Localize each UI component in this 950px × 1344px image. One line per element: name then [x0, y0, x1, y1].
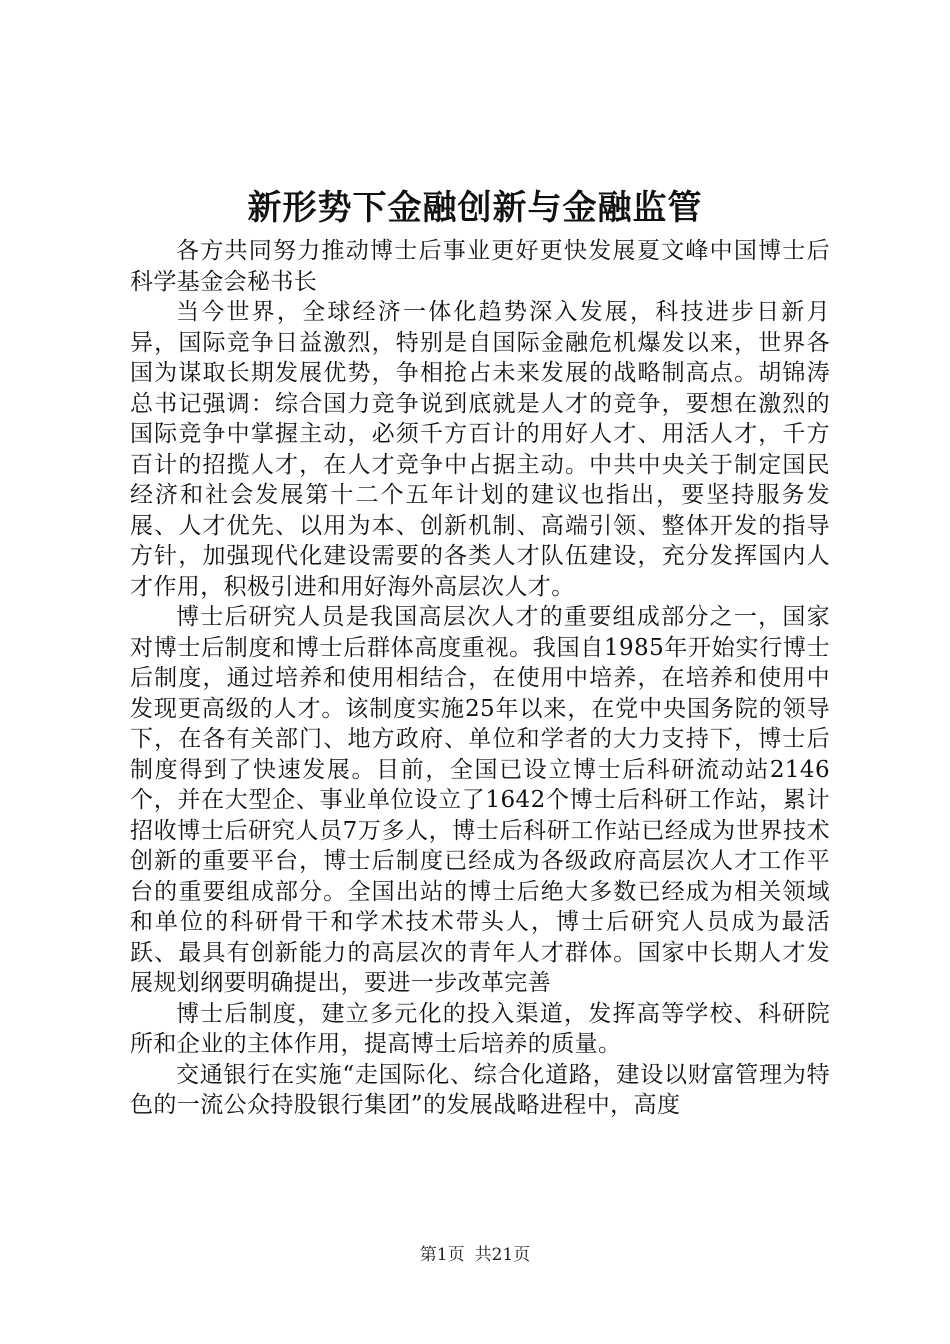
page-footer — [0, 1244, 950, 1266]
paragraph-3: 博士后研究人员是我国高层次人才的重要组成部分之一，国家对博士后制度和博士后群体高度重视。我国自1985年开始实行博士后制度，通过培养和使用相结合，在使用中培养，在培养和使用中发现更高级的人才。该制度实施25年以来，在党中央国务院的领导下，在各有关部门、地方政府、单位和学者的大力支持下，博士后制度得到了快速发展。目前，全国已设立博士后科研流动站2146个，并在大型企、事业单位设立了1642个博士后科研工作站，累计招收博士后研究人员7万多人，博士后科研工作站已经成为世界技术创新的重要平台，博士后制度已经成为各级政府高层次人才工作平台的重要组成部分。全国出站的博士后绝大多数已经成为相关领域和单位的科研骨干和学术技术带头人，博士后研究人员成为最活跃、最具有创新能力的高层次的青年人才群体。国家中长期人才发展规划纲要明确提出，要进一步改革完善 — [130, 604, 830, 996]
document-body — [130, 236, 830, 1121]
paragraph-4: 博士后制度，建立多元化的投入渠道，发挥高等学校、科研院所和企业的主体作用，提高博士后培养的质量。 — [130, 1000, 830, 1057]
document-title: 新形势下金融创新与金融监管 — [247, 188, 703, 228]
paragraph-1: 各方共同努力推动博士后事业更好更快发展夏文峰中国博士后科学基金会秘书长 — [130, 238, 830, 295]
paragraph-2: 当今世界，全球经济一体化趋势深入发展，科技进步日新月异，国际竞争日益激烈，特别是自国际金融危机爆发以来，世界各国为谋取长期发展优势，争相抢占未来发展的战略制高点。胡锦涛总书记强调：综合国力竞争说到底就是人才的竞争，要想在激烈的国际竞争中掌握主动，必须千方百计的用好人才、用活人才，千方百计的招揽人才，在人才竞争中占据主动。中共中央关于制定国民经济和社会发展第十二个五年计划的建议也指出，要坚持服务发展、人才优先、以用为本、创新机制、高端引领、整体开发的指导方针，加强现代化建设需要的各类人才队伍建设，充分发挥国内人才作用，积极引进和用好海外高层次人才。 — [130, 299, 830, 600]
paragraph-5: 交通银行在实施“走国际化、综合化道路，建设以财富管理为特色的一流公众持股银行集团”的发展战略进程中，高度 — [130, 1061, 830, 1118]
page-number: 第1页 — [419, 1245, 465, 1265]
page-total: 共21页 — [474, 1245, 531, 1265]
